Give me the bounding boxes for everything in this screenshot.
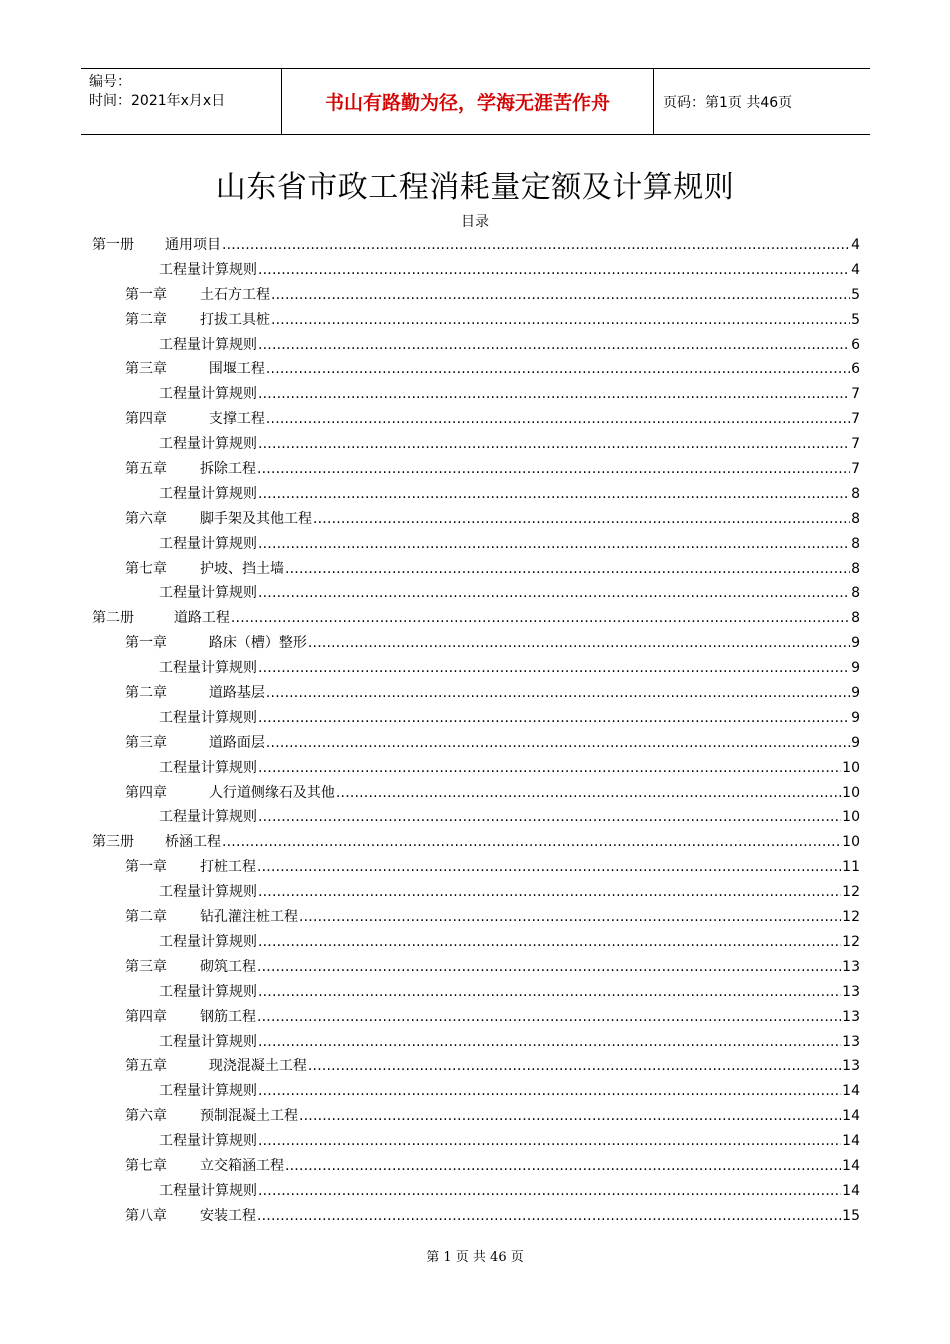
toc-entry-title: 立交箱涵工程 (200, 1157, 284, 1174)
toc-leader-dots (299, 909, 841, 925)
toc-heading: 目录 (461, 214, 489, 230)
toc-leader-dots (258, 884, 841, 900)
toc-entry-page: 8 (851, 535, 860, 552)
toc-entry[interactable] (92, 956, 860, 981)
toc-entry-title: 通用项目 (165, 237, 221, 253)
toc-entry-title: 桥涵工程 (165, 834, 221, 851)
toc-entry-page: 14 (842, 1108, 860, 1125)
toc-entry-number: 第七章 (125, 560, 167, 577)
toc-entry[interactable] (92, 1130, 860, 1155)
toc-entry[interactable] (92, 309, 860, 334)
toc-entry-title: 砌筑工程 (200, 958, 256, 975)
toc-leader-dots (336, 785, 841, 801)
header-page-info (654, 69, 870, 134)
toc-entry[interactable] (92, 533, 860, 558)
toc-leader-dots (258, 984, 841, 1000)
toc-entry-page: 9 (851, 734, 860, 751)
toc-entry-number: 第六章 (125, 1108, 167, 1125)
toc-entry-page: 4 (851, 261, 860, 278)
toc-entry-page: 8 (851, 610, 860, 627)
toc-entry-page: 14 (842, 1133, 860, 1150)
toc-leader-dots (258, 536, 850, 552)
toc-leader-dots (258, 486, 850, 502)
toc-entry[interactable] (92, 259, 860, 284)
toc-entry-title: 工程量计算规则 (159, 759, 257, 776)
toc-entry-title: 工程量计算规则 (159, 485, 257, 502)
toc-entry[interactable] (92, 358, 860, 383)
toc-entry[interactable] (92, 757, 860, 782)
toc-leader-dots (257, 959, 841, 975)
toc-entry-page: 12 (842, 933, 860, 950)
toc-leader-dots (258, 1183, 841, 1199)
toc-entry[interactable] (92, 881, 860, 906)
toc-entry-page: 7 (851, 411, 860, 428)
toc-entry-page: 15 (842, 1207, 860, 1224)
toc-entry-title: 人行道侧缘石及其他 (200, 784, 335, 801)
toc-entry-title: 道路面层 (200, 734, 265, 751)
toc-entry-page: 10 (842, 834, 860, 851)
page-footer: 第 1 页 共 46 页 (426, 1250, 524, 1265)
toc-leader-dots (299, 1108, 841, 1124)
toc-entry-title: 工程量计算规则 (159, 884, 257, 901)
toc-entry-page: 10 (842, 784, 860, 801)
toc-leader-dots (257, 859, 841, 875)
toc-entry-page: 8 (851, 585, 860, 602)
toc-entry-title: 工程量计算规则 (159, 660, 257, 677)
toc-entry[interactable] (92, 831, 860, 856)
toc-leader-dots (266, 411, 850, 427)
toc-entry-number: 第三册 (92, 834, 134, 851)
toc-leader-dots (257, 461, 850, 477)
toc-leader-dots (285, 1158, 841, 1174)
toc-entry-page: 13 (842, 958, 860, 975)
toc-leader-dots (308, 1058, 841, 1074)
toc-entry-page: 6 (851, 361, 860, 378)
toc-leader-dots (258, 1083, 841, 1099)
toc-entry[interactable] (92, 284, 860, 309)
toc-entry-title: 脚手架及其他工程 (200, 510, 312, 527)
toc-entry-number: 第二章 (125, 909, 167, 926)
toc-entry-title: 道路基层 (200, 685, 265, 702)
toc-entry-page: 9 (851, 635, 860, 652)
time-label: 时间：2021年x月x日 (89, 93, 226, 109)
toc-entry-page: 13 (842, 1008, 860, 1025)
toc-entry[interactable] (92, 1006, 860, 1031)
toc-entry[interactable] (92, 582, 860, 607)
toc-entry-page: 12 (842, 909, 860, 926)
toc-entry-title: 工程量计算规则 (159, 1182, 257, 1199)
toc-entry-title: 支撑工程 (200, 411, 265, 428)
number-label: 编号： (89, 74, 131, 90)
toc-leader-dots (258, 760, 841, 776)
toc-entry-title: 工程量计算规则 (159, 386, 257, 403)
toc-entry-page: 8 (851, 485, 860, 502)
toc-entry-number: 第三章 (125, 958, 167, 975)
toc-entry-number: 第三章 (125, 734, 167, 751)
toc-leader-dots (258, 660, 850, 676)
toc-leader-dots (222, 237, 850, 253)
toc-entry-title: 工程量计算规则 (159, 336, 257, 353)
toc-leader-dots (258, 386, 850, 402)
page-info-text: 页码：第1页 共46页 (663, 94, 793, 111)
toc-entry[interactable] (92, 1080, 860, 1105)
toc-entry-title: 路床（槽）整形 (200, 635, 307, 652)
toc-entry-page: 9 (851, 709, 860, 726)
toc-entry-number: 第七章 (125, 1157, 167, 1174)
toc-entry-title: 工程量计算规则 (159, 1083, 257, 1100)
toc-leader-dots (257, 1208, 841, 1224)
toc-entry[interactable] (92, 707, 860, 732)
toc-entry[interactable] (92, 1105, 860, 1130)
toc-entry-page: 14 (842, 1083, 860, 1100)
toc-entry-page: 6 (851, 336, 860, 353)
toc-entry-number: 第五章 (125, 461, 167, 478)
toc-entry-page: 8 (851, 510, 860, 527)
toc-entry-title: 工程量计算规则 (159, 585, 257, 602)
toc-entry-title: 工程量计算规则 (159, 709, 257, 726)
toc-entry[interactable] (92, 1155, 860, 1180)
toc-entry-page: 10 (842, 809, 860, 826)
toc-leader-dots (313, 511, 850, 527)
table-of-contents (92, 234, 860, 1230)
toc-entry[interactable] (92, 1205, 860, 1230)
toc-entry[interactable] (92, 981, 860, 1006)
toc-entry-page: 8 (851, 560, 860, 577)
toc-leader-dots (258, 934, 841, 950)
toc-entry-number: 第一章 (125, 859, 167, 876)
toc-entry[interactable] (92, 383, 860, 408)
toc-entry-title: 拆除工程 (200, 461, 256, 478)
motto-text: 书山有路勤为径，学海无涯苦作舟 (324, 92, 610, 114)
toc-entry[interactable] (92, 458, 860, 483)
toc-entry-number: 第八章 (125, 1207, 167, 1224)
toc-entry-number: 第一章 (125, 635, 167, 652)
toc-entry-page: 9 (851, 660, 860, 677)
toc-entry[interactable] (92, 782, 860, 807)
toc-entry-title: 护坡、挡土墙 (200, 560, 284, 577)
toc-entry[interactable] (92, 682, 860, 707)
toc-entry[interactable] (92, 433, 860, 458)
toc-entry-page: 9 (851, 685, 860, 702)
toc-leader-dots (266, 735, 850, 751)
toc-entry[interactable] (92, 1180, 860, 1205)
document-title: 山东省市政工程消耗量定额及计算规则 (215, 170, 735, 205)
toc-entry-page: 5 (851, 286, 860, 303)
toc-entry-page: 14 (842, 1157, 860, 1174)
toc-entry[interactable] (92, 1055, 860, 1080)
toc-entry-title: 打桩工程 (200, 859, 256, 876)
toc-leader-dots (308, 635, 850, 651)
toc-entry-number: 第一册 (92, 237, 134, 253)
toc-entry-page: 13 (842, 1058, 860, 1075)
toc-entry-page: 4 (851, 237, 860, 253)
toc-entry-page: 7 (851, 386, 860, 403)
toc-leader-dots (258, 710, 850, 726)
toc-leader-dots (258, 337, 850, 353)
toc-entry[interactable] (92, 334, 860, 359)
toc-entry-number: 第二章 (125, 311, 167, 328)
toc-entry-page: 11 (842, 859, 860, 876)
toc-entry[interactable] (92, 856, 860, 881)
toc-entry-title: 围堰工程 (200, 361, 265, 378)
toc-entry[interactable] (92, 732, 860, 757)
toc-entry-title: 预制混凝土工程 (200, 1108, 298, 1125)
toc-entry-title: 工程量计算规则 (159, 535, 257, 552)
toc-leader-dots (258, 262, 850, 278)
toc-entry[interactable] (92, 508, 860, 533)
toc-entry-page: 13 (842, 1033, 860, 1050)
toc-entry-title: 钢筋工程 (200, 1008, 256, 1025)
toc-leader-dots (231, 610, 850, 626)
toc-entry-title: 土石方工程 (200, 286, 270, 303)
toc-entry[interactable] (92, 483, 860, 508)
toc-entry-title: 工程量计算规则 (159, 1133, 257, 1150)
toc-leader-dots (258, 809, 841, 825)
toc-leader-dots (271, 312, 850, 328)
toc-entry[interactable] (92, 234, 860, 259)
toc-leader-dots (257, 1009, 841, 1025)
toc-entry-title: 安装工程 (200, 1207, 256, 1224)
toc-entry-number: 第三章 (125, 361, 167, 378)
toc-entry-number: 第二章 (125, 685, 167, 702)
toc-entry[interactable] (92, 1031, 860, 1056)
toc-entry-number: 第一章 (125, 286, 167, 303)
toc-leader-dots (222, 834, 841, 850)
toc-entry-page: 7 (851, 436, 860, 453)
toc-entry[interactable] (92, 607, 860, 632)
toc-entry-title: 工程量计算规则 (159, 261, 257, 278)
toc-leader-dots (285, 561, 850, 577)
toc-entry-title: 工程量计算规则 (159, 983, 257, 1000)
toc-entry-title: 工程量计算规则 (159, 933, 257, 950)
toc-entry[interactable] (92, 632, 860, 657)
toc-entry-title: 工程量计算规则 (159, 436, 257, 453)
toc-entry-page: 13 (842, 983, 860, 1000)
toc-leader-dots (258, 436, 850, 452)
toc-entry[interactable] (92, 408, 860, 433)
toc-entry-number: 第六章 (125, 510, 167, 527)
toc-entry-page: 10 (842, 759, 860, 776)
toc-entry-page: 14 (842, 1182, 860, 1199)
toc-entry-title: 打拔工具桩 (200, 311, 270, 328)
toc-leader-dots (266, 361, 850, 377)
toc-leader-dots (258, 1034, 841, 1050)
toc-entry[interactable] (92, 806, 860, 831)
header-meta (81, 69, 281, 134)
toc-entry-number: 第二册 (92, 610, 134, 627)
toc-entry-number: 第四章 (125, 784, 167, 801)
document-header (81, 68, 870, 135)
toc-entry[interactable] (92, 657, 860, 682)
toc-leader-dots (266, 685, 850, 701)
toc-entry-page: 7 (851, 461, 860, 478)
toc-entry-number: 第四章 (125, 411, 167, 428)
toc-entry[interactable] (92, 931, 860, 956)
toc-entry-page: 12 (842, 884, 860, 901)
toc-entry-title: 钻孔灌注桩工程 (200, 909, 298, 926)
toc-entry-title: 工程量计算规则 (159, 809, 257, 826)
toc-leader-dots (258, 585, 850, 601)
toc-entry-title: 工程量计算规则 (159, 1033, 257, 1050)
header-motto (281, 69, 654, 134)
toc-entry[interactable] (92, 558, 860, 583)
toc-entry-number: 第四章 (125, 1008, 167, 1025)
toc-leader-dots (271, 287, 850, 303)
toc-entry-page: 5 (851, 311, 860, 328)
toc-entry-number: 第五章 (125, 1058, 167, 1075)
toc-entry-title: 现浇混凝土工程 (200, 1058, 307, 1075)
toc-entry-title: 道路工程 (165, 610, 230, 627)
toc-entry[interactable] (92, 906, 860, 931)
toc-leader-dots (258, 1133, 841, 1149)
